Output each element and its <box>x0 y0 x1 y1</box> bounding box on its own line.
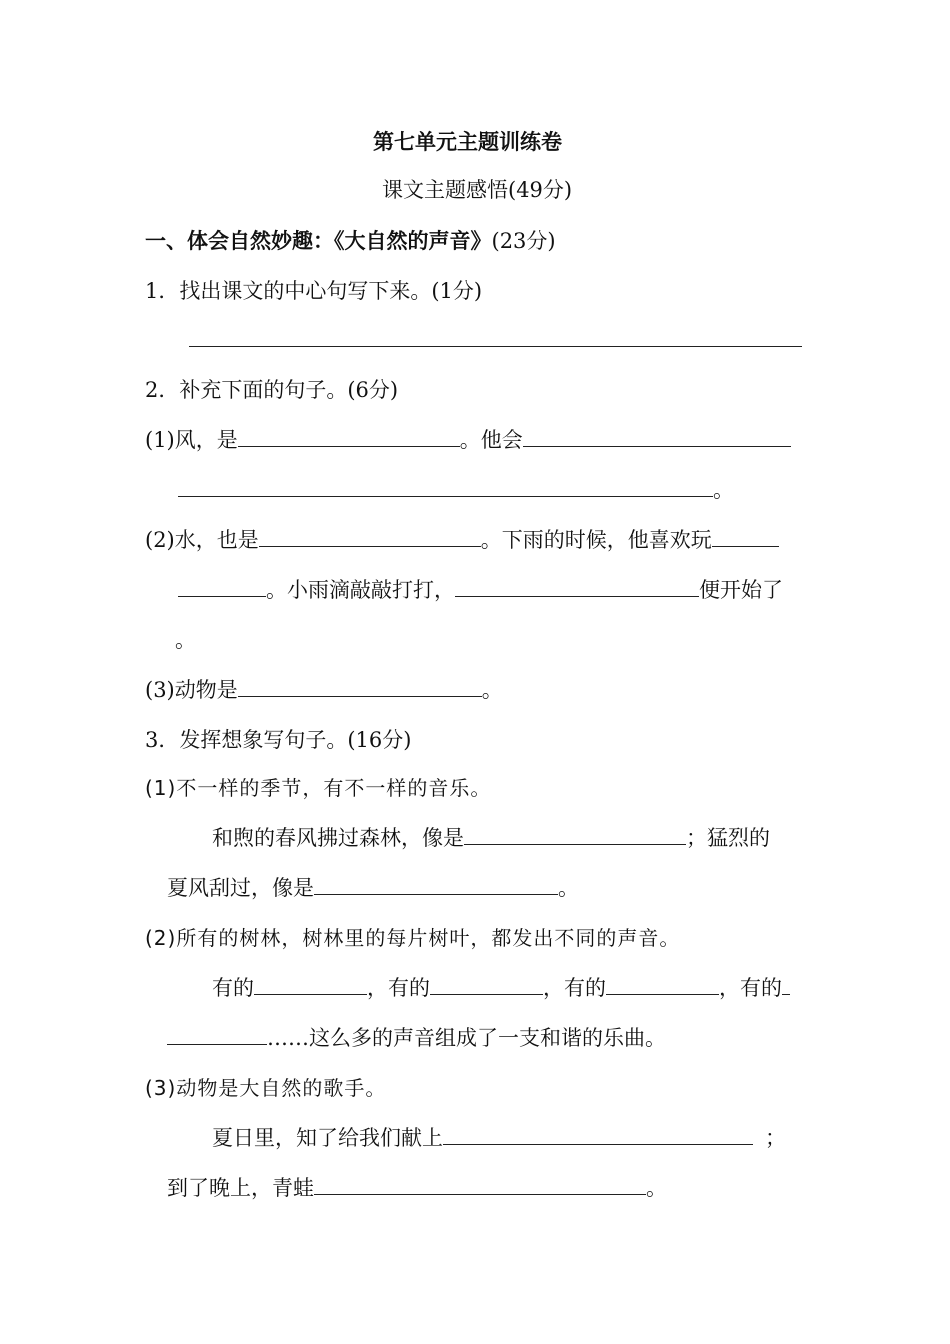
question-2: 2．补充下面的句子。(6分) <box>145 378 399 402</box>
q3-item-3-line-2 <box>167 1174 667 1202</box>
q2-item-1 <box>145 426 791 454</box>
q2-item-2-cont <box>178 576 783 604</box>
q3-item-3-end: 。 <box>646 1176 667 1200</box>
q3-item-3-prompt: (3)动物是大自然的歌手。 <box>145 1076 387 1100</box>
page-title: 第七单元主题训练卷 <box>373 129 562 154</box>
q2-item-2-text-a: (2)水，也是 <box>145 528 259 552</box>
q3-item-2-you-2: ，有的 <box>367 976 430 1000</box>
q3-item-3-blank-2[interactable] <box>314 1174 646 1195</box>
q3-item-3-text-a: 夏日里，知了给我们献上 <box>212 1126 443 1150</box>
q3-item-3-line-1 <box>212 1124 786 1152</box>
q2-item-1-blank-1[interactable] <box>238 426 460 447</box>
q2-item-1-blank-3[interactable] <box>178 476 713 497</box>
q3-item-1-blank-1[interactable] <box>464 824 686 845</box>
q2-item-1-text-b: 。他会 <box>459 428 523 452</box>
q3-item-1-text-a: 和煦的春风拂过森林，像是 <box>212 826 464 850</box>
q3-item-1-end: 。 <box>558 876 579 900</box>
q2-item-2-blank-2[interactable] <box>712 526 779 547</box>
q3-item-2-line-1 <box>212 974 790 1002</box>
q2-item-3-blank-1[interactable] <box>238 676 482 697</box>
q2-item-2-text-b: 。下雨的时候，他喜欢玩 <box>480 528 712 552</box>
q2-item-1-cont <box>178 476 734 504</box>
question-1-answer-line[interactable] <box>189 326 802 354</box>
q2-item-2-text-d: 便开始了 <box>699 578 783 602</box>
q2-item-3-end: 。 <box>481 678 503 702</box>
section-1-label: 一、体会自然妙趣：《大自然的声音》 <box>145 228 492 253</box>
q3-item-1-blank-2[interactable] <box>314 874 558 895</box>
q3-item-3-text-c: 到了晚上，青蛙 <box>167 1176 314 1200</box>
q3-item-2-blank-1[interactable] <box>254 974 367 995</box>
q3-item-1-text-c: 夏风刮过，像是 <box>167 876 314 900</box>
q3-item-2-line-2 <box>167 1024 666 1052</box>
q2-item-3-text-a: (3)动物是 <box>145 678 238 702</box>
section-1-heading <box>145 227 556 255</box>
q3-item-2-you-1: 有的 <box>212 976 254 1000</box>
q2-item-2-text-c: 。小雨滴敲敲打打， <box>266 578 455 602</box>
q2-item-3 <box>145 676 503 704</box>
section-subtitle: 课文主题感悟(49分) <box>382 178 573 202</box>
q3-item-2-blank-4a[interactable] <box>782 974 790 995</box>
q3-item-2-you-4: ，有的 <box>719 976 782 1000</box>
q2-item-2-end: 。 <box>175 628 196 652</box>
q3-item-2-tail: ……这么多的声音组成了一支和谐的乐曲。 <box>267 1026 666 1050</box>
question-1: 1．找出课文的中心句写下来。(1分) <box>145 279 483 303</box>
q2-item-2-blank-4[interactable] <box>455 576 699 597</box>
q2-item-1-end: 。 <box>713 478 734 502</box>
q3-item-3-text-b: ； <box>765 1126 786 1150</box>
question-3: 3．发挥想象写句子。(16分) <box>145 728 412 752</box>
q2-item-2-blank-1[interactable] <box>259 526 481 547</box>
q2-item-1-text-a: (1)风，是 <box>145 428 238 452</box>
q2-item-1-blank-2[interactable] <box>523 426 791 447</box>
q3-item-1-line-1 <box>212 824 770 852</box>
q3-item-2-blank-4b[interactable] <box>167 1024 267 1045</box>
q2-item-2 <box>145 526 779 554</box>
q2-item-2-end-line <box>175 626 196 654</box>
q3-item-2-you-3: ，有的 <box>543 976 606 1000</box>
q3-item-2-blank-2[interactable] <box>430 974 543 995</box>
q3-item-1-prompt: (1)不一样的季节，有不一样的音乐。 <box>145 776 492 800</box>
q3-item-2-prompt: (2)所有的树林，树林里的每片树叶，都发出不同的声音。 <box>145 926 681 950</box>
q3-item-1-text-b: ；猛烈的 <box>686 826 770 850</box>
q3-item-2-blank-3[interactable] <box>606 974 719 995</box>
section-1-score: (23分) <box>491 229 556 253</box>
q3-item-1-line-2 <box>167 874 579 902</box>
q3-item-3-blank-1[interactable] <box>443 1124 753 1145</box>
q2-item-2-blank-3[interactable] <box>178 576 266 597</box>
